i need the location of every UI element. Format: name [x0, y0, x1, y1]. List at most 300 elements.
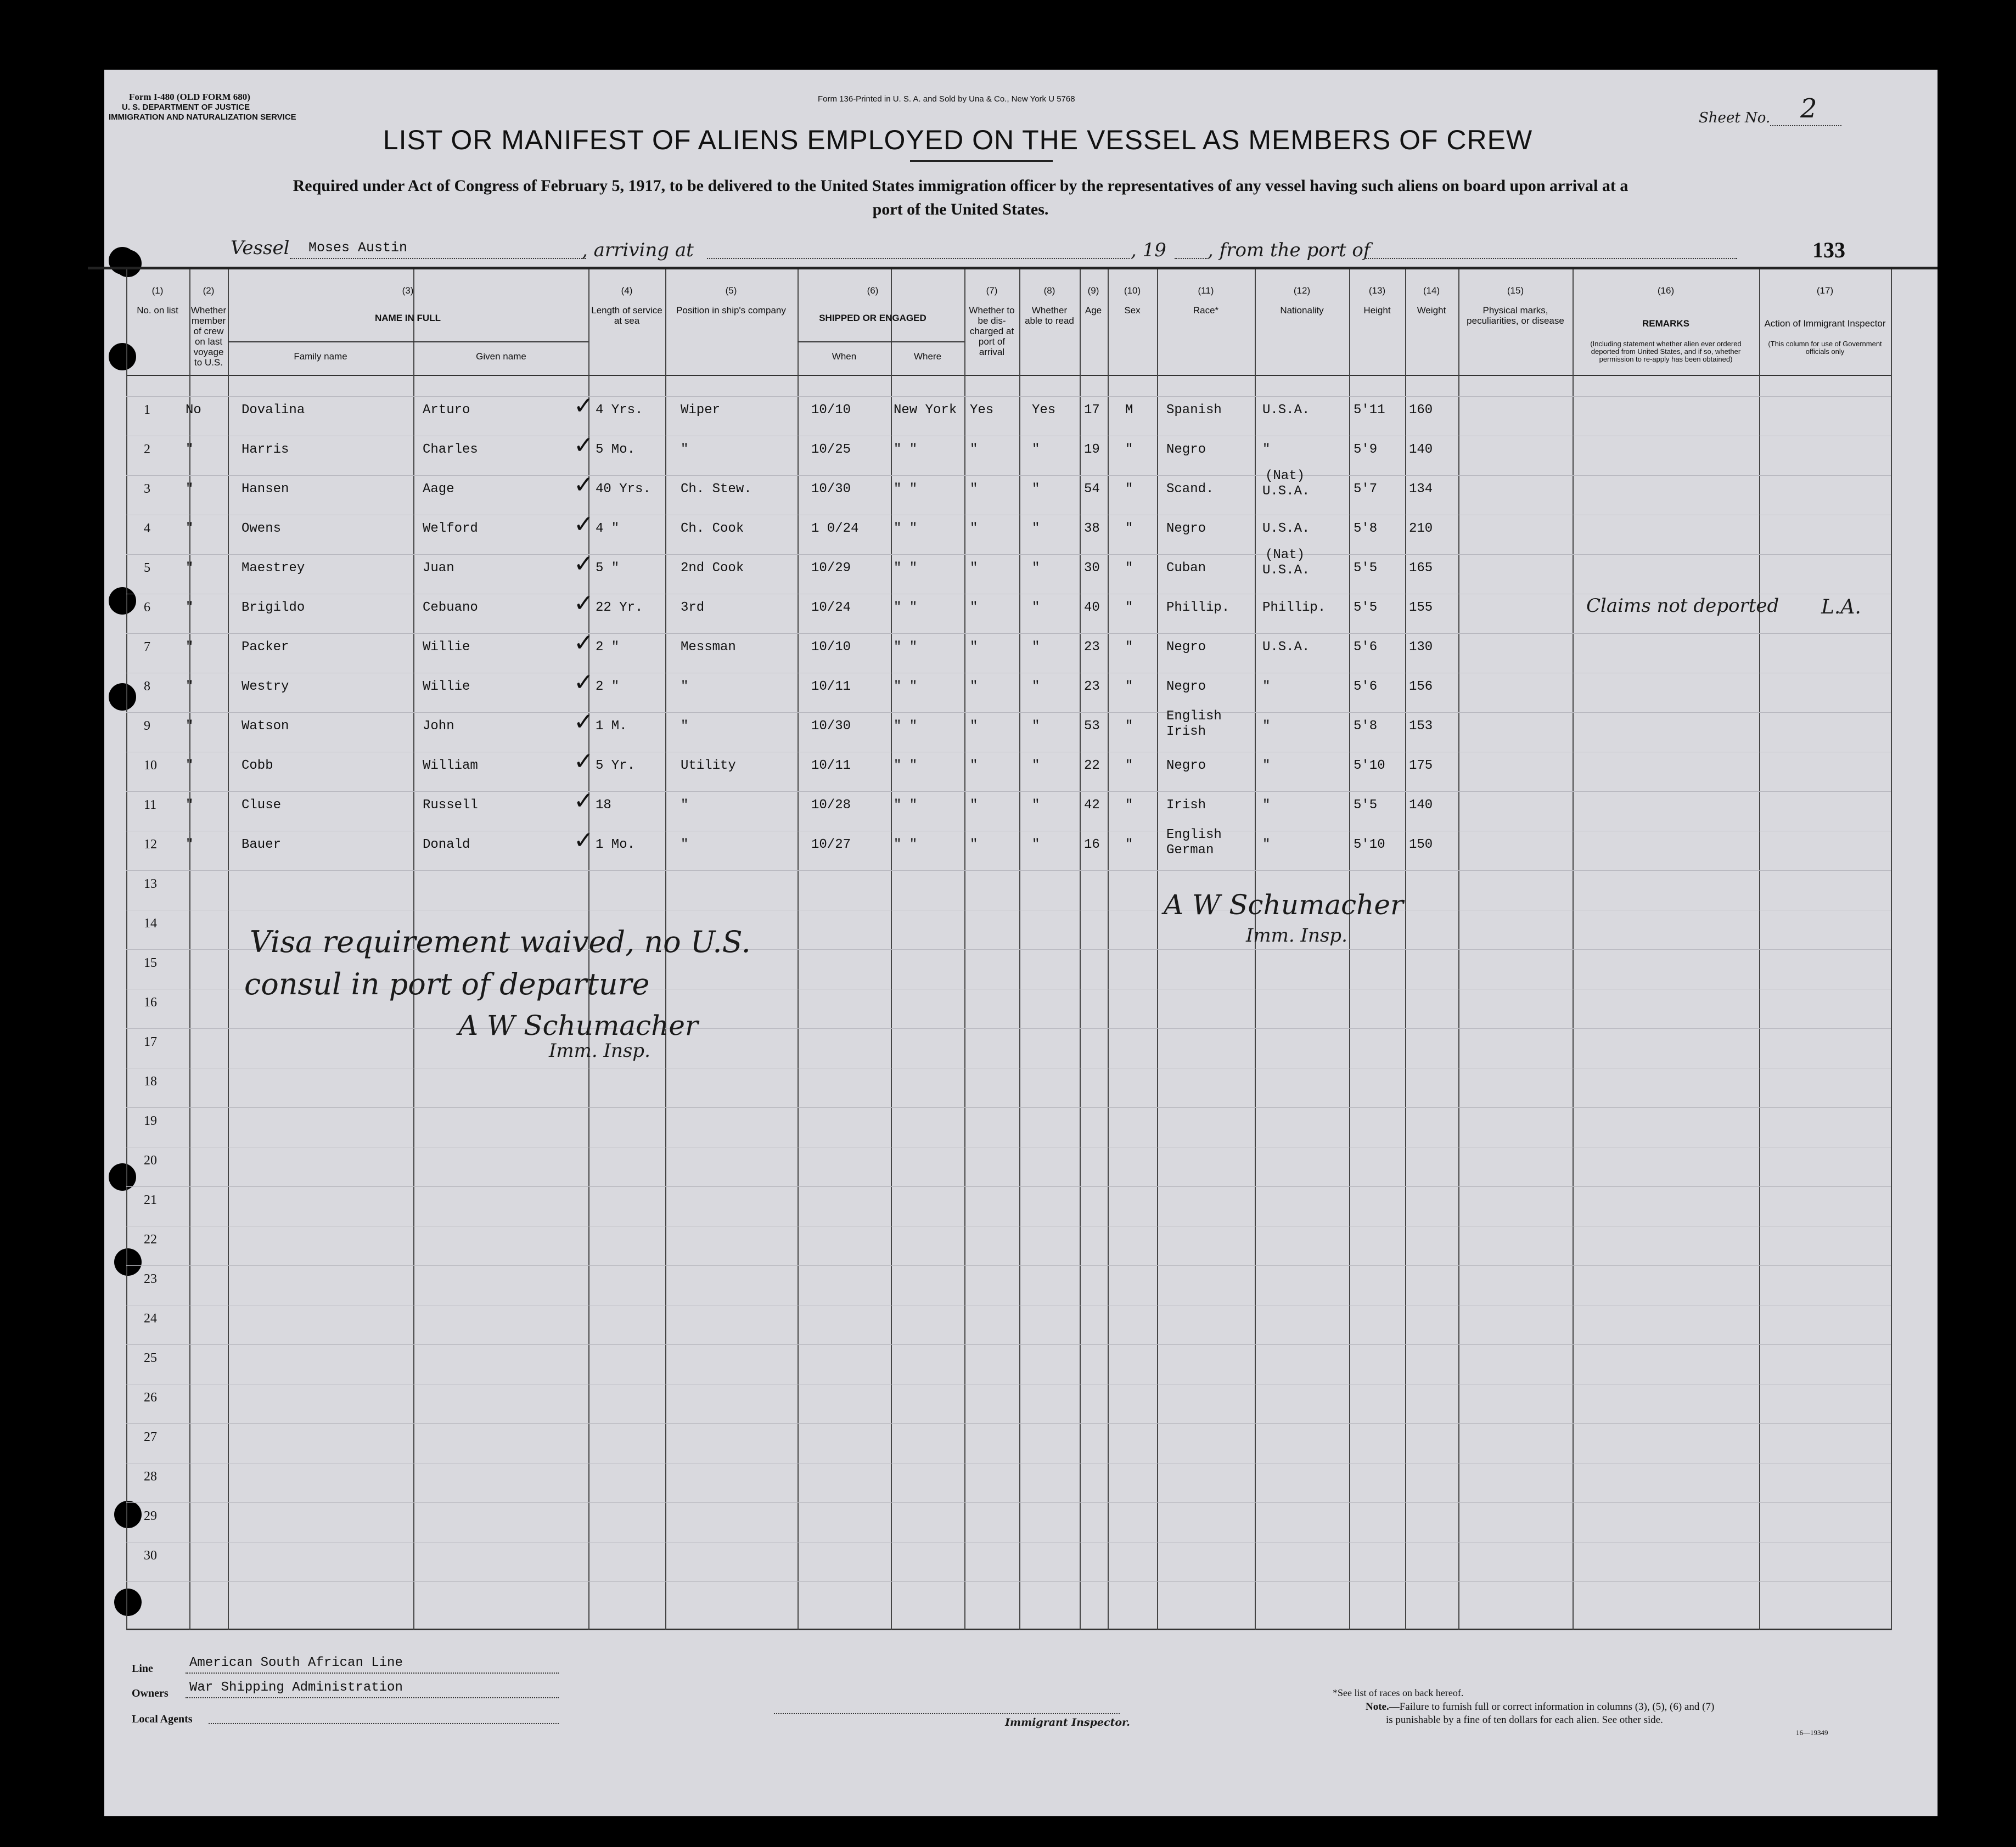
- column-divider: [964, 269, 965, 1630]
- inspector-title-1: Imm. Insp.: [549, 1040, 650, 1062]
- check-mark: ✓: [574, 392, 594, 420]
- family-name-cell: Owens: [242, 521, 282, 536]
- shipped-where-cell: " ": [894, 640, 918, 655]
- printer-note: Form 136-Printed in U. S. A. and Sold by Una & Co., New York U 5768: [818, 94, 1075, 104]
- header-bottom-rule: [126, 375, 1891, 376]
- height-cell: 5'5: [1354, 561, 1378, 576]
- sex-cell: ": [1125, 640, 1133, 655]
- shipped-where-cell: " ": [894, 482, 918, 497]
- able-to-read-cell: ": [1032, 482, 1040, 497]
- from-port-label: , from the port of: [1208, 239, 1371, 261]
- able-to-read-cell: ": [1032, 640, 1040, 655]
- row-rule: [126, 791, 1891, 792]
- row-number: 13: [144, 877, 157, 891]
- row-number: 15: [144, 956, 157, 970]
- column-label: Length of service at sea: [591, 305, 662, 326]
- owners-field: [186, 1697, 559, 1698]
- prev-voyage-cell: ": [186, 798, 194, 813]
- column-number: (3): [402, 285, 414, 296]
- owners-label: Owners: [132, 1687, 169, 1699]
- able-to-read-cell: ": [1032, 798, 1040, 813]
- position-cell: ": [681, 679, 689, 694]
- discharged-cell: ": [970, 600, 978, 615]
- discharged-cell: ": [970, 679, 978, 694]
- check-mark: ✓: [574, 747, 594, 775]
- able-to-read-cell: ": [1032, 719, 1040, 734]
- line-label: Line: [132, 1663, 153, 1675]
- height-cell: 5'10: [1354, 758, 1385, 773]
- race-cell: Spanish: [1166, 403, 1222, 418]
- column-label: Whether member of crew on last voyage to U.S.: [190, 305, 227, 368]
- shipped-when-cell: 10/10: [811, 403, 851, 418]
- shipped-when-cell: 10/27: [811, 837, 851, 852]
- arriving-label: , arriving at: [582, 239, 694, 261]
- column-number: (9): [1087, 285, 1099, 296]
- discharged-cell: ": [970, 442, 978, 457]
- height-cell: 5'5: [1354, 798, 1378, 813]
- punch-hole: [114, 1501, 142, 1528]
- check-mark: ✓: [574, 471, 594, 499]
- column-number: (10): [1124, 285, 1141, 296]
- service-length-cell: 5 Yr.: [596, 758, 636, 773]
- discharged-cell: ": [970, 521, 978, 536]
- row-number: 18: [144, 1074, 157, 1089]
- prev-voyage-cell: ": [186, 561, 194, 576]
- shipped-where-cell: " ": [894, 679, 918, 694]
- shipped-when-cell: 10/28: [811, 798, 851, 813]
- title-underline: [910, 160, 1053, 162]
- age-cell: 54: [1084, 482, 1100, 497]
- prev-voyage-cell: No: [186, 403, 201, 418]
- prev-voyage-cell: ": [186, 679, 194, 694]
- given-name-cell: Arturo: [423, 403, 470, 418]
- column-number: (2): [203, 285, 215, 296]
- position-cell: Ch. Cook: [681, 521, 744, 536]
- year-label: , 19: [1131, 239, 1166, 261]
- column-sublabel: When: [832, 351, 857, 362]
- column-divider: [189, 269, 190, 1630]
- column-note: (This column for use of Government officials only: [1768, 340, 1882, 356]
- vessel-label: Vessel: [231, 237, 290, 259]
- row-number: 29: [144, 1509, 157, 1523]
- row-number: 23: [144, 1272, 157, 1286]
- column-divider: [1405, 269, 1406, 1630]
- given-name-cell: John: [423, 719, 454, 734]
- column-sublabel: Where: [913, 351, 942, 362]
- weight-cell: 134: [1409, 482, 1433, 497]
- height-cell: 5'10: [1354, 837, 1385, 852]
- visa-note-line-2: consul in port of departure: [244, 967, 650, 1001]
- check-mark: ✓: [574, 431, 594, 459]
- column-label: Whether to be dis-charged at port of arrival: [969, 305, 1015, 357]
- able-to-read-cell: ": [1032, 521, 1040, 536]
- nationality-cell: ": [1262, 798, 1271, 813]
- row-number: 1: [144, 403, 150, 417]
- race-cell: Cuban: [1166, 561, 1206, 576]
- shipped-where-cell: " ": [894, 719, 918, 734]
- vessel-name: Moses Austin: [308, 240, 408, 256]
- row-rule: [126, 870, 1891, 871]
- race-cell: Negro: [1166, 521, 1206, 536]
- prev-voyage-cell: ": [186, 521, 194, 536]
- row-number: 11: [144, 798, 157, 812]
- row-number: 10: [144, 758, 157, 773]
- shipped-where-cell: " ": [894, 561, 918, 576]
- column-number: (13): [1368, 285, 1386, 296]
- shipped-when-cell: 10/30: [811, 719, 851, 734]
- row-rule: [126, 1028, 1891, 1029]
- given-name-cell: Charles: [423, 442, 478, 457]
- row-number: 5: [144, 561, 150, 575]
- column-note: (Including statement whether alien ever ordered deported from United States, and if so, whether permission to re-apply has been obtained): [1590, 340, 1742, 363]
- given-name-cell: Willie: [423, 679, 470, 694]
- sheet-label: Sheet No.: [1699, 110, 1771, 126]
- form-subtitle-1: Required under Act of Congress of February 5, 1917, to be delivered to the United States immigration officer by the representatives of any vessel having such aliens on board upon arrival at a: [293, 177, 1628, 195]
- row-number: 16: [144, 995, 157, 1010]
- note-text-1: —Failure to furnish full or correct information in columns (3), (5), (6) and (7): [1389, 1701, 1715, 1713]
- column-divider: [1573, 269, 1574, 1630]
- column-number: (5): [725, 285, 737, 296]
- fine-note-2: is punishable by a fine of ten dollars for each alien. See other side.: [1386, 1714, 1663, 1726]
- height-cell: 5'8: [1354, 521, 1378, 536]
- shipped-when-cell: 10/25: [811, 442, 851, 457]
- prev-voyage-cell: ": [186, 482, 194, 497]
- column-label: Whether able to read: [1025, 305, 1074, 326]
- discharged-cell: ": [970, 798, 978, 813]
- discharged-cell: ": [970, 640, 978, 655]
- row-number: 14: [144, 916, 157, 931]
- sex-cell: ": [1125, 600, 1133, 615]
- height-cell: 5'8: [1354, 719, 1378, 734]
- nationality-cell: U.S.A.: [1262, 484, 1310, 499]
- nationality-cell: ": [1262, 719, 1271, 734]
- sex-cell: ": [1125, 482, 1133, 497]
- visa-note-line-1: Visa requirement waived, no U.S.: [250, 925, 751, 959]
- height-cell: 5'5: [1354, 600, 1378, 615]
- age-cell: 40: [1084, 600, 1100, 615]
- race-cell: Irish: [1166, 798, 1206, 813]
- shipped-where-cell: " ": [894, 600, 918, 615]
- weight-cell: 150: [1409, 837, 1433, 852]
- column-divider: [228, 269, 229, 1630]
- able-to-read-cell: ": [1032, 679, 1040, 694]
- punch-hole: [109, 587, 136, 615]
- given-name-cell: Donald: [423, 837, 470, 852]
- position-cell: Ch. Stew.: [681, 482, 752, 497]
- punch-hole: [114, 1589, 142, 1616]
- service-length-cell: 22 Yr.: [596, 600, 643, 615]
- sex-cell: ": [1125, 758, 1133, 773]
- row-rule: [126, 1423, 1891, 1424]
- inspector-title-2: Imm. Insp.: [1246, 925, 1347, 947]
- column-number: (16): [1657, 285, 1675, 296]
- column-label: Position in ship's company: [676, 305, 786, 316]
- sex-cell: ": [1125, 521, 1133, 536]
- given-name-cell: Welford: [423, 521, 478, 536]
- position-cell: ": [681, 798, 689, 813]
- sex-cell: ": [1125, 798, 1133, 813]
- note-label: Note.: [1366, 1701, 1389, 1713]
- punch-hole: [109, 343, 136, 370]
- row-rule: [126, 1186, 1891, 1187]
- department-name: U. S. DEPARTMENT OF JUSTICE: [122, 103, 250, 112]
- service-length-cell: 18: [596, 798, 611, 813]
- discharged-cell: ": [970, 561, 978, 576]
- weight-cell: 130: [1409, 640, 1433, 655]
- row-rule: [126, 712, 1891, 713]
- row-number: 8: [144, 679, 150, 694]
- nationality-cell: ": [1262, 758, 1271, 773]
- given-name-cell: Cebuano: [423, 600, 478, 615]
- check-mark: ✓: [574, 826, 594, 854]
- age-cell: 23: [1084, 679, 1100, 694]
- row-number: 12: [144, 837, 157, 852]
- shipped-where-cell: " ": [894, 521, 918, 536]
- able-to-read-cell: ": [1032, 442, 1040, 457]
- race-cell: Phillip.: [1166, 600, 1230, 615]
- age-cell: 16: [1084, 837, 1100, 852]
- row-number: 2: [144, 442, 150, 457]
- row-rule: [126, 1581, 1891, 1582]
- column-divider: [891, 269, 892, 1630]
- service-length-cell: 2 ": [596, 640, 620, 655]
- able-to-read-cell: ": [1032, 600, 1040, 615]
- age-cell: 22: [1084, 758, 1100, 773]
- family-name-cell: Packer: [242, 640, 289, 655]
- weight-cell: 155: [1409, 600, 1433, 615]
- column-number: (8): [1043, 285, 1055, 296]
- sex-cell: M: [1125, 403, 1133, 418]
- shipped-where-cell: " ": [894, 798, 918, 813]
- column-number: (12): [1293, 285, 1311, 296]
- year-line: [1175, 258, 1208, 259]
- age-cell: 53: [1084, 719, 1100, 734]
- age-cell: 17: [1084, 403, 1100, 418]
- inspector-label: Immigrant Inspector.: [1005, 1716, 1130, 1728]
- form-subtitle-2: port of the United States.: [872, 200, 1049, 218]
- row-number: 21: [144, 1193, 157, 1207]
- check-mark: ✓: [574, 668, 594, 696]
- shipped-where-cell: " ": [894, 758, 918, 773]
- subheader-rule: [798, 341, 964, 342]
- column-divider: [1108, 269, 1109, 1630]
- form-title: LIST OR MANIFEST OF ALIENS EMPLOYED ON THE VESSEL AS MEMBERS OF CREW: [383, 125, 1533, 155]
- form-number: Form I-480 (OLD FORM 680): [129, 92, 250, 102]
- nationality-cell: U.S.A.: [1262, 521, 1310, 536]
- shipped-when-cell: 10/11: [811, 758, 851, 773]
- shipped-where-cell: " ": [894, 837, 918, 852]
- age-cell: 30: [1084, 561, 1100, 576]
- subheader-rule: [228, 341, 588, 342]
- row-number: 7: [144, 640, 150, 654]
- sex-cell: ": [1125, 442, 1133, 457]
- row-number: 30: [144, 1548, 157, 1563]
- sheet-number-line: [1770, 125, 1841, 126]
- check-mark: ✓: [574, 629, 594, 657]
- row-number: 6: [144, 600, 150, 615]
- row-rule: [126, 1344, 1891, 1345]
- row-number: 20: [144, 1153, 157, 1168]
- shipped-when-cell: 10/30: [811, 482, 851, 497]
- fine-note-1: [1366, 1701, 1714, 1713]
- discharged-cell: ": [970, 719, 978, 734]
- age-cell: 42: [1084, 798, 1100, 813]
- naturalized-note: (Nat): [1265, 469, 1305, 483]
- column-label: Height: [1363, 305, 1391, 316]
- race-cell: Negro: [1166, 679, 1206, 694]
- able-to-read-cell: Yes: [1032, 403, 1056, 418]
- column-divider: [1255, 269, 1256, 1630]
- sex-cell: ": [1125, 719, 1133, 734]
- nationality-cell: U.S.A.: [1262, 563, 1310, 578]
- column-sublabel: Family name: [294, 351, 347, 362]
- race-cell: English: [1166, 827, 1222, 842]
- check-mark: ✓: [574, 787, 594, 815]
- race-cell: Scand.: [1166, 482, 1214, 497]
- column-sublabel: Given name: [476, 351, 526, 362]
- column-divider: [1891, 269, 1892, 1630]
- row-number: 22: [144, 1232, 157, 1247]
- row-number: 19: [144, 1114, 157, 1128]
- row-number: 3: [144, 482, 150, 496]
- column-label: REMARKS: [1642, 318, 1689, 329]
- inspector-signature-1: A W Schumacher: [458, 1010, 698, 1041]
- given-name-cell: Aage: [423, 482, 454, 497]
- shipped-when-cell: 10/24: [811, 600, 851, 615]
- weight-cell: 153: [1409, 719, 1433, 734]
- row-number: 25: [144, 1351, 157, 1365]
- check-mark: ✓: [574, 550, 594, 578]
- family-name-cell: Cluse: [242, 798, 282, 813]
- column-label: Nationality: [1280, 305, 1324, 316]
- column-number: (1): [151, 285, 164, 296]
- line-field: [186, 1673, 559, 1674]
- column-number: (17): [1816, 285, 1834, 296]
- position-cell: ": [681, 837, 689, 852]
- column-number: (14): [1423, 285, 1440, 296]
- family-name-cell: Bauer: [242, 837, 282, 852]
- column-label: Physical marks, peculiarities, or disease: [1467, 305, 1564, 326]
- row-rule: [126, 1107, 1891, 1108]
- row-number: 28: [144, 1469, 157, 1484]
- family-name-cell: Brigildo: [242, 600, 305, 615]
- check-mark: ✓: [574, 708, 594, 736]
- position-cell: 3rd: [681, 600, 705, 615]
- discharged-cell: ": [970, 758, 978, 773]
- height-cell: 5'7: [1354, 482, 1378, 497]
- row-rule: [126, 396, 1891, 397]
- service-name: IMMIGRATION AND NATURALIZATION SERVICE: [109, 112, 296, 122]
- column-label: Race*: [1193, 305, 1219, 316]
- position-cell: Messman: [681, 640, 736, 655]
- weight-cell: 156: [1409, 679, 1433, 694]
- remarks-cell: Claims not deported: [1586, 595, 1779, 617]
- column-label: SHIPPED OR ENGAGED: [819, 313, 926, 323]
- age-cell: 23: [1084, 640, 1100, 655]
- service-length-cell: 1 M.: [596, 719, 627, 734]
- weight-cell: 210: [1409, 521, 1433, 536]
- nationality-cell: U.S.A.: [1262, 640, 1310, 655]
- shipped-where-cell: New York: [894, 403, 957, 418]
- form-code: 16—19349: [1796, 1728, 1828, 1737]
- weight-cell: 165: [1409, 561, 1433, 576]
- nationality-cell: Phillip.: [1262, 600, 1326, 615]
- discharged-cell: ": [970, 482, 978, 497]
- position-cell: Utility: [681, 758, 736, 773]
- able-to-read-cell: ": [1032, 837, 1040, 852]
- check-mark: ✓: [574, 589, 594, 617]
- weight-cell: 160: [1409, 403, 1433, 418]
- shipped-when-cell: 1 0/24: [811, 521, 859, 536]
- from-port-line: [1364, 258, 1737, 259]
- shipped-when-cell: 10/29: [811, 561, 851, 576]
- row-rule: [126, 554, 1891, 555]
- height-cell: 5'11: [1354, 403, 1385, 418]
- family-name-cell: Hansen: [242, 482, 289, 497]
- weight-cell: 175: [1409, 758, 1433, 773]
- given-name-cell: Juan: [423, 561, 454, 576]
- family-name-cell: Watson: [242, 719, 289, 734]
- nationality-cell: U.S.A.: [1262, 403, 1310, 418]
- shipped-when-cell: 10/11: [811, 679, 851, 694]
- line-value: American South African Line: [189, 1655, 403, 1670]
- given-name-cell: Russell: [423, 798, 478, 813]
- column-label: Age: [1085, 305, 1102, 316]
- column-number: (15): [1507, 285, 1524, 296]
- inspector-signature-2: A W Schumacher: [1164, 889, 1403, 921]
- given-name-cell: Willie: [423, 640, 470, 655]
- column-number: (6): [867, 285, 879, 296]
- column-label: Sex: [1124, 305, 1141, 316]
- column-label: NAME IN FULL: [375, 313, 441, 323]
- column-divider: [1349, 269, 1350, 1630]
- column-divider: [1080, 269, 1081, 1630]
- row-number: 17: [144, 1035, 157, 1049]
- prev-voyage-cell: ": [186, 719, 194, 734]
- table-top-rule: [88, 267, 1938, 269]
- stamp-number: 133: [1812, 238, 1845, 262]
- family-name-cell: Dovalina: [242, 403, 305, 418]
- position-cell: ": [681, 719, 689, 734]
- service-length-cell: 5 ": [596, 561, 620, 576]
- column-label: Weight: [1417, 305, 1446, 316]
- race-cell: Negro: [1166, 640, 1206, 655]
- column-divider: [1019, 269, 1020, 1630]
- nationality-cell: ": [1262, 442, 1271, 457]
- punch-hole: [114, 1248, 142, 1276]
- punch-hole: [114, 250, 142, 277]
- age-cell: 38: [1084, 521, 1100, 536]
- family-name-cell: Maestrey: [242, 561, 305, 576]
- age-cell: 19: [1084, 442, 1100, 457]
- able-to-read-cell: ": [1032, 561, 1040, 576]
- sheet-number: 2: [1800, 93, 1817, 124]
- sex-cell: ": [1125, 679, 1133, 694]
- column-label: No. on list: [137, 305, 178, 316]
- service-length-cell: 4 Yrs.: [596, 403, 643, 418]
- race-second-cell: Irish: [1166, 724, 1206, 739]
- prev-voyage-cell: ": [186, 758, 194, 773]
- check-mark: ✓: [574, 510, 594, 538]
- row-rule: [126, 1265, 1891, 1266]
- vessel-line: [290, 258, 586, 259]
- height-cell: 5'6: [1354, 679, 1378, 694]
- weight-cell: 140: [1409, 798, 1433, 813]
- service-length-cell: 5 Mo.: [596, 442, 636, 457]
- service-length-cell: 2 ": [596, 679, 620, 694]
- family-name-cell: Westry: [242, 679, 289, 694]
- row-number: 4: [144, 521, 150, 536]
